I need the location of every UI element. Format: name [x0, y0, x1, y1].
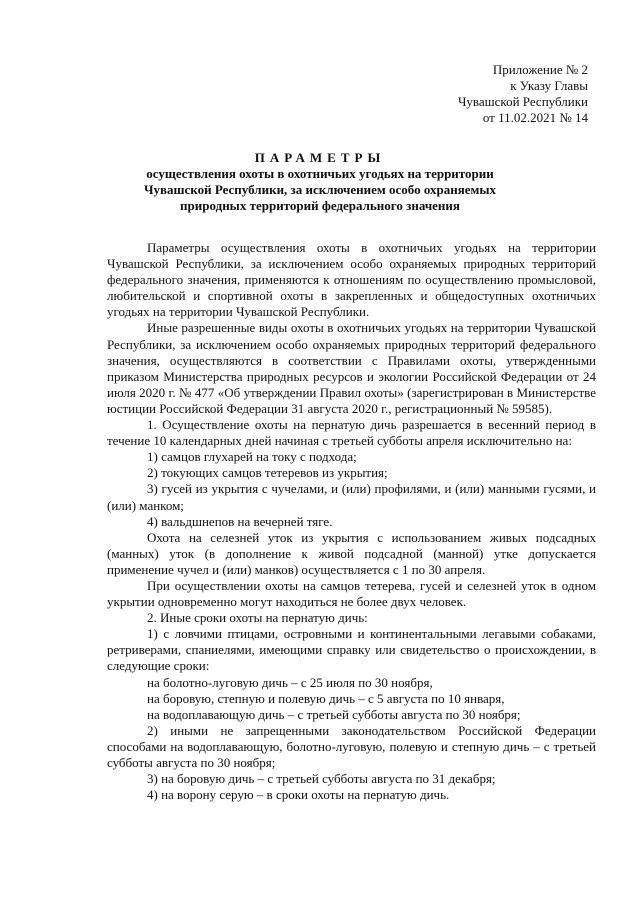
title-heading: ПАРАМЕТРЫ: [254, 150, 386, 165]
paragraph-section-2: 2. Иные сроки охоты на пернатую дичь:: [147, 610, 368, 626]
title-line-3: природных территорий федерального значения: [180, 198, 460, 213]
appendix-decree-ref: к Указу Главы: [510, 78, 588, 93]
list-item-black-grouse: 2) токующих самцов тетеревов из укрытия;: [147, 465, 388, 481]
list-item-geese: 3) гусей из укрытия с чучелами, и (или) профилями, и (или) манными гусями, и (или) манком;: [107, 481, 596, 513]
list-item-woodcock: 4) вальдшнепов на вечерней тяге.: [147, 513, 333, 529]
document-body: [107, 240, 596, 803]
appendix-republic: Чувашской Республики: [457, 94, 588, 109]
list-item-capercaillie: 1) самцов глухарей на току с подхода;: [147, 449, 357, 465]
title-line-1: осуществления охоты в охотничьих угодьях на территории: [146, 166, 494, 181]
appendix-block: [420, 62, 588, 126]
list-item-upland-game: 3) на боровую дичь – с третьей субботы августа по 31 декабря;: [147, 771, 496, 787]
title-line-2: Чувашской Республики, за исключением особо охраняемых: [143, 182, 497, 197]
term-marsh-meadow: на болотно-луговую дичь – с 25 июля по 30 ноября,: [147, 674, 433, 690]
paragraph-drake-hunting: Охота на селезней уток из укрытия с использованием живых подсадных (манных) уток (в дополнение к живой подсадной (манной) утке допускается применение чучел и (или) манков) осуществляется с 1 по 30 апреля.: [107, 529, 596, 577]
appendix-number: Приложение № 2: [492, 62, 588, 77]
term-upland-steppe-field: на боровую, степную и полевую дичь – с 5 августа по 10 января,: [147, 690, 505, 706]
paragraph-other-types: Иные разрешенные виды охоты в охотничьих угодьях на территории Чувашской Республики, за исключением особо охраняемых природных территорий федерального значения, осуществляются в соответствии с Правилами охоты, утвержденными приказом Министерства природных ресурсов и экологии Российской Федерации от 24 июля 2020 г. № 477 «Об утверждении Правил охоты» (зарегистрирован в Министерстве юстиции Российской Федерации 31 августа 2020 г., регистрационный № 59585).: [107, 320, 596, 416]
term-waterfowl: на водоплавающую дичь – с третьей субботы августа по 30 ноября;: [147, 706, 521, 722]
appendix-date-number: от 11.02.2021 № 14: [482, 110, 588, 125]
paragraph-shelter-limit: При осуществлении охоты на самцов тетерева, гусей и селезней уток в одном укрытии одновременно могут находиться не более двух человек.: [107, 577, 596, 610]
document-title: [105, 150, 535, 214]
paragraph-section-1: 1. Осуществление охоты на пернатую дичь разрешается в весенний период в течение 10 календарных дней начиная с третьей субботы апреля исключительно на:: [107, 417, 596, 449]
list-item-dogs-and-birds: 1) с ловчими птицами, островными и континентальными легавыми собаками, ретриверами, спаниелями, имеющими справку или свидетельство о происхождении, в следующие сроки:: [107, 626, 596, 674]
list-item-hooded-crow: 4) на ворону серую – в сроки охоты на пернатую дичь.: [147, 787, 450, 803]
list-item-other-methods: 2) иными не запрещенными законодательством Российской Федерации способами на водоплавающую, болотно-луговую, полевую и степную дичь – с третьей субботы августа по 30 ноября;: [107, 722, 596, 770]
paragraph-scope: Параметры осуществления охоты в охотничьих угодьях на территории Чувашской Республики, за исключением особо охраняемых природных территорий федерального значения, применяются к отношениям по осуществлению промысловой, любительской и спортивной охоты в закрепленных и общедоступных охотничьих угодьях на территории Чувашской Республики.: [107, 240, 596, 320]
